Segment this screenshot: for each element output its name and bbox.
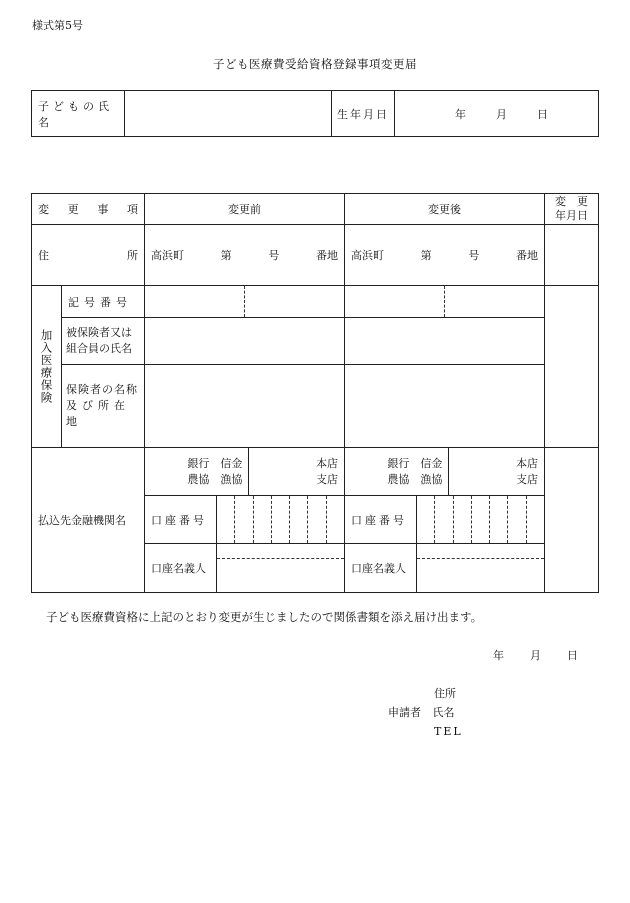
account-holder-after[interactable]: 口座名義人 <box>345 544 545 593</box>
applicant-tel-label: TEL <box>434 725 463 738</box>
header-change-date: 変 更 年月日 <box>545 194 599 225</box>
insured-name-after-field[interactable] <box>345 318 545 365</box>
applicant-name-label: 氏名 <box>432 706 455 719</box>
insurance-date-field[interactable] <box>545 286 599 448</box>
declaration-text: 子ども医療費資格に上記のとおり変更が生じましたので関係書類を添え届け出ます。 <box>46 610 483 624</box>
insurer-label: 保険者の名称 及び所在地 <box>62 365 145 448</box>
birth-date-label: 生年月日 <box>332 91 395 137</box>
address-label: 住 所 <box>32 225 145 286</box>
form-number: 様式第5号 <box>32 19 83 32</box>
bank-date-field[interactable] <box>545 448 599 593</box>
form-title: 子ども医療費受給資格登録事項変更届 <box>213 57 417 71</box>
account-number-before[interactable]: 口座番号 <box>145 496 345 544</box>
birth-day-label: 日 <box>537 107 548 121</box>
applicant-label: 申請者 <box>388 706 421 719</box>
changes-table <box>31 193 599 593</box>
address-after-field[interactable]: 高浜町 第 号 番地 <box>345 225 545 286</box>
address-before-field[interactable]: 高浜町 第 号 番地 <box>145 225 345 286</box>
bank-section-label: 払込先金融機関名 <box>32 448 145 593</box>
header-after: 変更後 <box>345 194 545 225</box>
address-date-field[interactable] <box>545 225 599 286</box>
bank-before-field[interactable]: 銀行 信金 農協 漁協 本店 支店 <box>145 448 345 496</box>
insured-name-before-field[interactable] <box>145 318 345 365</box>
symbol-number-after-field[interactable] <box>345 286 545 318</box>
applicant-address-label: 住所 <box>434 687 456 700</box>
header-before: 変更前 <box>145 194 345 225</box>
insurer-before-field[interactable] <box>145 365 345 448</box>
insured-name-label: 被保険者又は 組合員の氏名 <box>62 318 145 365</box>
birth-year-label: 年 <box>455 107 466 121</box>
child-info-table <box>31 90 599 137</box>
symbol-number-before-field[interactable] <box>145 286 345 318</box>
birth-date-field[interactable] <box>395 91 599 137</box>
submission-date: 年 月 日 <box>493 649 578 662</box>
insurance-group-label: 加入医療保険 <box>32 286 62 448</box>
account-number-after[interactable]: 口座番号 <box>345 496 545 544</box>
insurer-after-field[interactable] <box>345 365 545 448</box>
birth-month-label: 月 <box>496 107 507 121</box>
child-name-field[interactable] <box>125 91 332 137</box>
symbol-number-label: 記号番号 <box>62 286 145 318</box>
bank-after-field[interactable]: 銀行 信金 農協 漁協 本店 支店 <box>345 448 545 496</box>
header-change-item: 変 更 事 項 <box>32 194 145 225</box>
applicant-block <box>388 684 463 741</box>
child-name-label: 子どもの氏名 <box>32 91 125 137</box>
account-holder-before[interactable]: 口座名義人 <box>145 544 345 593</box>
